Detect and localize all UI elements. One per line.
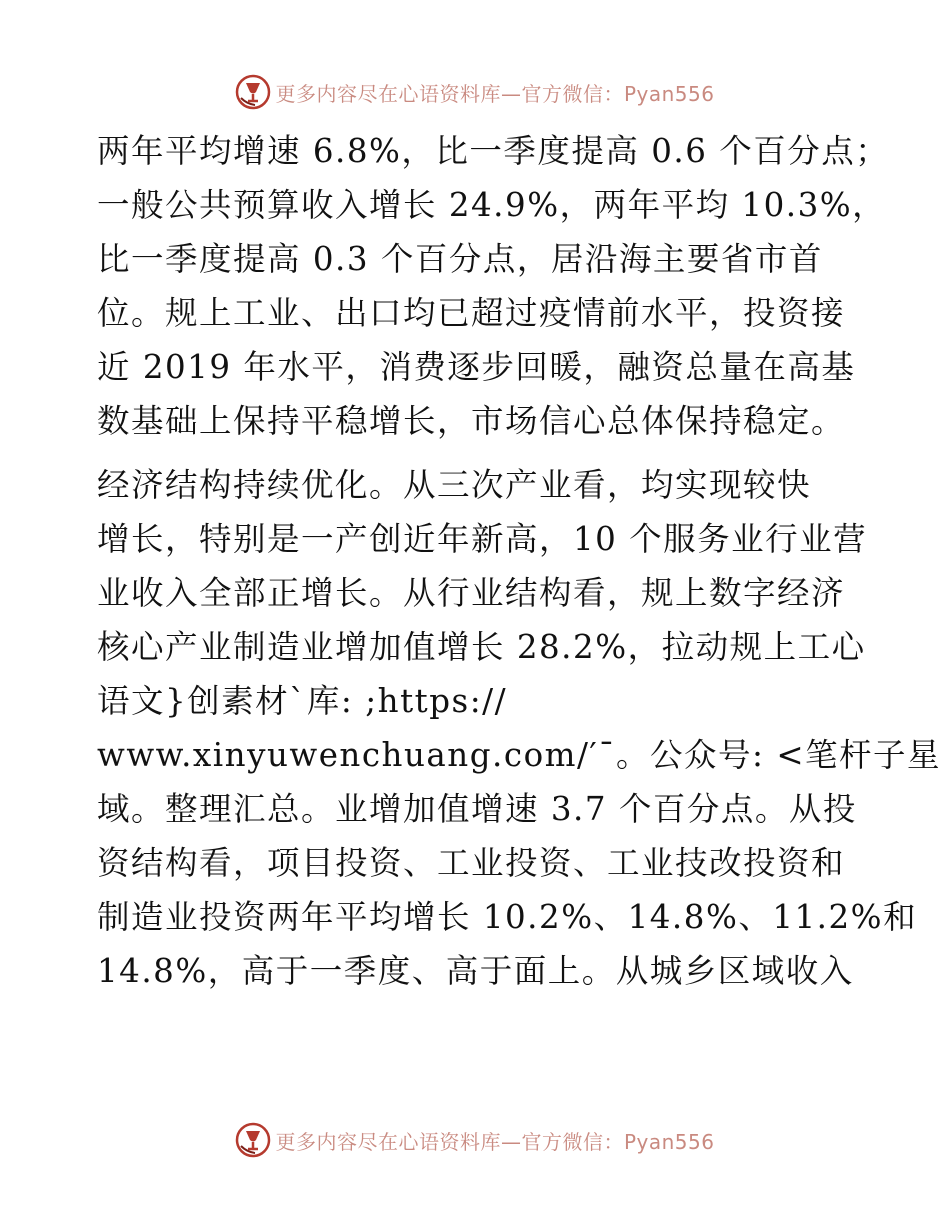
text-line: 14.8%，高于一季度、高于面上。从城乡区域收入 xyxy=(97,952,854,990)
text-line: 业收入全部正增长。从行业结构看，规上数字经济 xyxy=(97,574,846,612)
text-line: www.xinyuwenchuang.com/′¯。公众号: <笔杆子星 xyxy=(97,736,942,774)
paragraph-2 xyxy=(97,458,942,998)
text-line: 制造业投资两年平均增长 10.2%、14.8%、11.2%和 xyxy=(97,898,918,936)
text-line: 近 2019 年水平，消费逐步回暖，融资总量在高基 xyxy=(97,348,856,386)
footer-text: 更多内容尽在心语资料库—官方微信：Pyan556 xyxy=(275,1129,715,1154)
paragraph-gap xyxy=(97,448,867,458)
text-line: 一般公共预算收入增长 24.9%，两年平均 10.3%， xyxy=(97,186,887,224)
document-body xyxy=(97,124,942,998)
text-line: 语文}创素材`库: ;https:// xyxy=(97,682,508,720)
text-line: 域。整理汇总。业增加值增速 3.7 个百分点。从投 xyxy=(97,790,857,828)
text-line: 数基础上保持平稳增长，市场信心总体保持稳定。 xyxy=(97,402,846,440)
header-banner xyxy=(0,70,950,114)
wine-glass-logo-icon xyxy=(235,74,271,110)
text-line: 资结构看，项目投资、工业投资、工业技改投资和 xyxy=(97,844,846,882)
text-line: 核心产业制造业增加值增长 28.2%，拉动规上工心 xyxy=(97,628,866,666)
text-line: 位。规上工业、出口均已超过疫情前水平，投资接 xyxy=(97,294,846,332)
text-line: 经济结构持续优化。从三次产业看，均实现较快 xyxy=(97,466,812,504)
text-line: 两年平均增速 6.8%，比一季度提高 0.6 个百分点； xyxy=(97,132,890,170)
text-line: 比一季度提高 0.3 个百分点，居沿海主要省市首 xyxy=(97,240,823,278)
wine-glass-logo-icon xyxy=(235,1122,271,1158)
footer-banner xyxy=(0,1118,950,1162)
text-line: 增长，特别是一产创近年新高，10 个服务业行业营 xyxy=(97,520,868,558)
header-text: 更多内容尽在心语资料库—官方微信：Pyan556 xyxy=(275,81,715,106)
paragraph-1 xyxy=(97,124,890,448)
